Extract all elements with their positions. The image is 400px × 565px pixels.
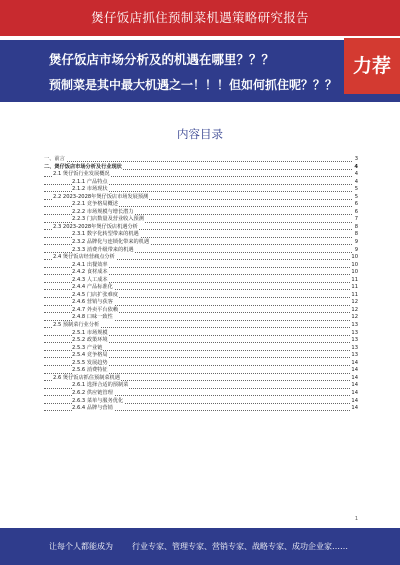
footer-tags: 行业专家、管理专家、营销专家、战略专家、成功企业家…… [132,542,348,551]
toc-entry-title: 2.2 2023-2028年煲仔饭店市场发展预测 [53,193,149,200]
toc-entry-page: 13 [351,344,358,351]
report-title-bar [0,0,400,36]
toc-entry[interactable] [44,186,358,194]
toc-entry-page: 7 [354,216,358,223]
toc-entry-title: 2.3.1 数字化转型带来的机遇 [72,231,139,238]
toc-entry-title: 2.4.2 食材成本 [72,269,108,276]
toc-entry-page: 11 [351,276,358,283]
toc-entry-title: 2.4.4 产品标准化 [72,284,113,291]
toc-entry-title: 2.3 2023-2028年煲仔饭店机遇分析 [53,223,138,230]
toc-entry[interactable] [44,405,358,413]
page-number: 1 [354,516,358,522]
toc-entry-title: 2.5.2 政策环境 [72,337,108,344]
toc-entry-title: 2.6.2 供应链管理 [72,389,113,396]
toc-entry-page: 11 [351,291,358,298]
toc-entry-page: 3 [354,156,358,162]
toc-entry-title: 2.6.4 品牌与营销 [72,405,113,412]
toc-entry-page: 4 [354,163,358,170]
toc-entry-page: 6 [354,208,358,215]
footer-bar [0,528,400,565]
toc-entry-title: 2.5 预制菜行业分析 [53,322,100,329]
toc-entry[interactable] [44,254,358,262]
toc-entry-page: 12 [351,314,358,321]
toc-entry-title: 2.3.2 品牌化与连锁化带来的机遇 [72,239,150,246]
toc-entry-title: 2.2.1 竞争格局概述 [72,201,118,208]
toc-entry-page: 9 [354,239,358,246]
toc-entry-page: 13 [351,329,358,336]
toc-entry[interactable] [44,299,358,307]
banner-subheadline: 预制菜是其中最大机遇之一！！！但如何抓住呢？？？ [49,78,338,92]
toc-entry[interactable] [44,330,358,338]
toc-entry-page: 14 [351,374,358,381]
toc-entry-title: 2.5.1 市场规模 [72,329,108,336]
toc-entry-title: 2.6.3 菜单与服务优化 [72,397,124,404]
toc-entry-page: 4 [354,178,358,185]
toc-entry-title: 2.4.8 口味一致性 [72,314,113,321]
toc-entry-page: 5 [354,186,358,193]
footer-lead: 让每个人都能成为 [49,542,113,551]
toc-entry-page: 5 [354,193,358,200]
toc-entry[interactable] [44,231,358,239]
toc-entry-title: 2.5.4 竞争格局 [72,352,108,359]
toc-entry-page: 14 [351,389,358,396]
toc-entry-page: 13 [351,352,358,359]
toc-entry-title: 2.4.1 出餐效率 [72,261,108,268]
toc-entry[interactable] [44,284,358,292]
toc-entry[interactable] [44,337,358,345]
toc-entry-title: 2.1.2 市场现状 [72,186,108,193]
toc-entry-page: 8 [354,231,358,238]
toc-entry[interactable] [44,322,358,330]
recommend-seal: 力荐 [344,38,400,94]
toc-entry-title: 2.4 煲仔饭店经营痛点分析 [53,254,115,261]
toc-entry-page: 14 [351,367,358,374]
toc-entry-title: 2.6.1 选择合适的预制菜 [72,382,129,389]
toc-entry-page: 10 [351,254,358,261]
toc-entry-page: 13 [351,337,358,344]
toc-entry-title: 2.5.6 消费特征 [72,367,108,374]
toc-entry-page: 12 [351,306,358,313]
toc-entry[interactable] [44,390,358,398]
toc-leader-dots [44,161,352,162]
toc-entry-page: 14 [351,405,358,412]
toc-entry[interactable] [44,201,358,209]
toc-entry-page: 14 [351,359,358,366]
toc-entry[interactable] [44,352,358,360]
toc-entry-page: 6 [354,201,358,208]
headline-banner [0,40,400,102]
toc-entry-page: 14 [351,382,358,389]
toc-entry-title: 2.4.6 营销与获客 [72,299,113,306]
table-of-contents [44,156,358,413]
toc-entry-title: 二、煲仔饭店市场分析及行业现状 [44,163,122,170]
toc-entry-page: 14 [351,397,358,404]
toc-entry[interactable] [44,269,358,277]
toc-entry-title: 2.4.5 门店扩张难度 [72,291,118,298]
toc-entry[interactable] [44,164,358,172]
toc-entry-title: 2.2.2 市场规模与增长潜力 [72,208,134,215]
toc-entry-title: 2.2.3 门店数量及营业收入预测 [72,216,144,223]
toc-entry[interactable] [44,156,358,164]
toc-entry[interactable] [44,382,358,390]
toc-entry-title: 2.5.5 发展趋势 [72,359,108,366]
toc-entry[interactable] [44,239,358,247]
toc-entry-page: 13 [351,322,358,329]
toc-entry-page: 9 [354,246,358,253]
toc-entry[interactable] [44,216,358,224]
toc-entry-title: 一、前言 [44,156,65,162]
toc-entry-page: 10 [351,269,358,276]
toc-entry-page: 8 [354,223,358,230]
toc-entry-title: 2.1 煲仔饭行业发展概况 [53,171,110,178]
toc-entry[interactable] [44,314,358,322]
toc-entry-page: 10 [351,261,358,268]
toc-entry[interactable] [44,247,358,255]
toc-entry-title: 2.1.1 产品特点 [72,178,108,185]
toc-entry-page: 4 [354,171,358,178]
toc-entry[interactable] [44,171,358,179]
toc-entry-title: 2.6 煲仔饭店抓住预制菜机遇 [53,374,120,381]
toc-entry-page: 11 [351,284,358,291]
toc-entry[interactable] [44,367,358,375]
toc-heading: 内容目录 [177,127,223,141]
toc-entry-title: 2.5.3 产业链 [72,344,103,351]
toc-entry-title: 2.4.7 外卖平台依赖 [72,306,118,313]
report-title: 煲仔饭店抓住预制菜机遇策略研究报告 [91,10,309,25]
toc-entry-title: 2.3.3 消费升级带来的机遇 [72,246,134,253]
banner-headline: 煲仔饭店市场分析及的机遇在哪里？？？ [49,52,275,67]
toc-entry[interactable] [44,398,358,406]
toc-entry-page: 12 [351,299,358,306]
toc-entry-title: 2.4.3 人工成本 [72,276,108,283]
